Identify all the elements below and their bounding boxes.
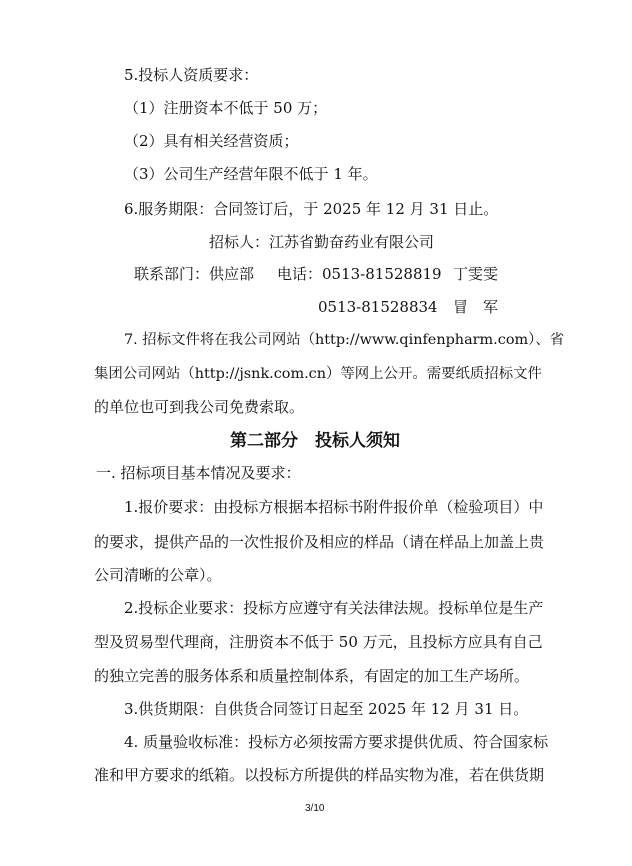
service-period: 6.服务期限：合同签订后，于 2025 年 12 月 31 日止。: [124, 200, 499, 218]
website-notice-line-1: 7. 招标文件将在我公司网站（http://www.qinfenpharm.com）、省: [124, 332, 565, 348]
bidder-requirement-line-3: 的独立完善的服务体系和质量控制体系，有固定的加工生产场所。: [94, 667, 530, 685]
qualification-title: 5.投标人资质要求：: [124, 66, 259, 84]
contact-person-2: 冒 军: [453, 298, 499, 316]
section-heading: 第二部分 投标人须知: [230, 431, 400, 451]
page-number: 3/10: [305, 803, 325, 814]
requirement-2: （2）具有相关经营资质；: [124, 132, 299, 150]
sub-heading: 一. 招标项目基本情况及要求：: [96, 464, 301, 482]
website-notice-line-2: 集团公司网站（http://jsnk.com.cn）等网上公开。需要纸质招标文件: [94, 366, 542, 382]
phone-number-1: 电话：0513-81528819: [277, 265, 442, 283]
phone-number-2: 0513-81528834: [318, 298, 438, 316]
website-notice-line-3: 的单位也可到我公司免费索取。: [94, 398, 305, 416]
supply-period: 3.供货期限：自供货合同签订日起至 2025 年 12 月 31 日。: [124, 700, 529, 718]
quality-standard-line-1: 4. 质量验收标准：投标方必须按需方要求提供优质、符合国家标: [124, 733, 549, 751]
contact-person-1: 丁雯雯: [453, 265, 499, 283]
quality-standard-line-2: 准和甲方要求的纸箱。以投标方所提供的样品实物为准，若在供货期: [94, 766, 545, 784]
requirement-3: （3）公司生产经营年限不低于 1 年。: [124, 165, 378, 183]
requirement-1: （1）注册资本不低于 50 万；: [124, 99, 328, 117]
quote-requirement-line-3: 公司清晰的公章）。: [94, 566, 222, 584]
quote-requirement-line-2: 的要求，提供产品的一次性报价及相应的样品（请在样品上加盖上贵: [94, 533, 545, 551]
tenderer-name: 招标人：江苏省勤奋药业有限公司: [209, 233, 435, 251]
bidder-requirement-line-2: 型及贸易型代理商，注册资本不低于 50 万元，且投标方应具有自己: [94, 633, 543, 651]
contact-department: 联系部门：供应部: [134, 265, 255, 283]
bidder-requirement-line-1: 2.投标企业要求：投标方应遵守有关法律法规。投标单位是生产: [124, 599, 544, 617]
quote-requirement-line-1: 1.报价要求：由投标方根据本招标书附件报价单（检验项目）中: [124, 498, 544, 516]
